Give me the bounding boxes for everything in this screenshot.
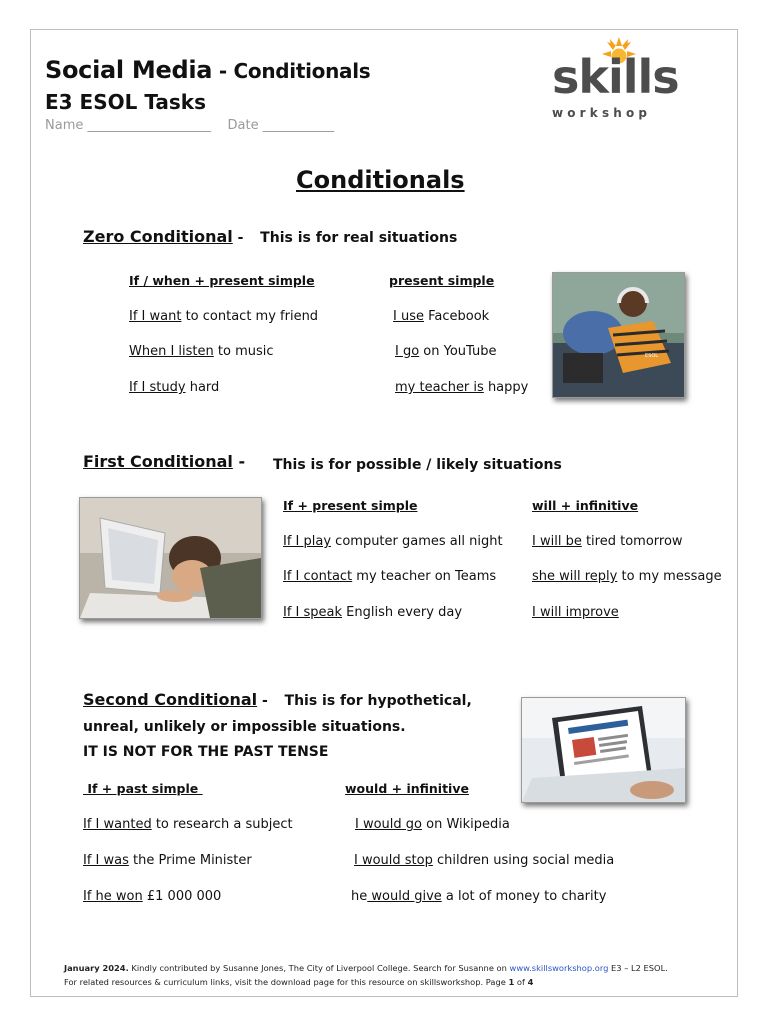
svg-text:ESOL: ESOL <box>645 353 659 359</box>
footer-resources: For related resources & curriculum links, visit the download page for this resource on skillsworkshop. Page 1 of 4 <box>64 977 534 987</box>
first-row-1-result: I will be tired tomorrow <box>532 534 683 549</box>
worksheet-title: Social Media - Conditionals <box>45 56 371 84</box>
zero-conditional-heading: Zero Conditional - This is for real situations <box>83 227 458 246</box>
zero-row-2-if: When I listen to music <box>129 344 274 359</box>
photo-person-asleep-on-laptop <box>79 497 262 619</box>
second-row-3-result: he would give a lot of money to charity <box>351 889 607 904</box>
second-row-1-result: I would go on Wikipedia <box>355 817 510 832</box>
second-col2-header: would + infinitive <box>345 781 469 796</box>
second-row-3-if: If he won £1 000 000 <box>83 889 222 904</box>
zero-row-1-if: If I want to contact my friend <box>129 309 319 324</box>
zero-row-3-result: my teacher is happy <box>395 380 529 395</box>
photo-tablet-browser <box>521 697 686 803</box>
first-row-3-result: I will improve <box>532 605 619 620</box>
name-field: Name ___________________ <box>45 118 211 133</box>
page-total: 4 <box>527 977 534 987</box>
first-conditional-description: This is for possible / likely situations <box>273 457 562 473</box>
second-row-2-result: I would stop children using social media <box>354 853 615 868</box>
second-col1-header: If + past simple <box>83 781 203 796</box>
zero-col2-header: present simple <box>389 273 495 288</box>
zero-col1-header: If / when + present simple <box>129 273 315 288</box>
name-date-row <box>45 118 334 133</box>
zero-row-3-if: If I study hard <box>129 380 220 395</box>
date-field: Date ___________ <box>227 118 335 133</box>
zero-row-2-result: I go on YouTube <box>395 344 497 359</box>
first-conditional-heading: First Conditional - <box>83 452 246 471</box>
page-number: 1 <box>508 977 515 987</box>
logo-tagline: w o r k s h o p <box>552 106 647 120</box>
photo-student-headphones <box>552 272 685 398</box>
skillsworkshop-link[interactable]: www.skillsworkshop.org <box>509 963 609 973</box>
first-row-2-result: she will reply to my message <box>532 569 722 584</box>
second-conditional-heading: Second Conditional - This is for hypothetical, <box>83 690 472 709</box>
second-conditional-warning: IT IS NOT FOR THE PAST TENSE <box>83 744 329 760</box>
page-title: Conditionals <box>296 166 465 194</box>
skills-workshop-logo <box>548 36 698 126</box>
first-col2-header: will + infinitive <box>532 498 639 513</box>
footer-credit: January 2024. Kindly contributed by Susanne Jones, The City of Liverpool College. Search for Susanne on www.skillsworkshop.org E3 – L2 ESOL. <box>64 963 668 973</box>
first-col1-header: If + present simple <box>283 498 418 513</box>
first-row-3-if: If I speak English every day <box>283 605 463 620</box>
first-row-2-if: If I contact my teacher on Teams <box>283 569 497 584</box>
logo-word: skills <box>552 50 679 104</box>
zero-row-1-result: I use Facebook <box>393 309 490 324</box>
second-row-2-if: If I was the Prime Minister <box>83 853 252 868</box>
second-row-1-if: If I wanted to research a subject <box>83 817 293 832</box>
worksheet-subtitle: E3 ESOL Tasks <box>45 90 206 114</box>
first-row-1-if: If I play computer games all night <box>283 534 503 549</box>
second-conditional-description: unreal, unlikely or impossible situations. <box>83 719 406 735</box>
